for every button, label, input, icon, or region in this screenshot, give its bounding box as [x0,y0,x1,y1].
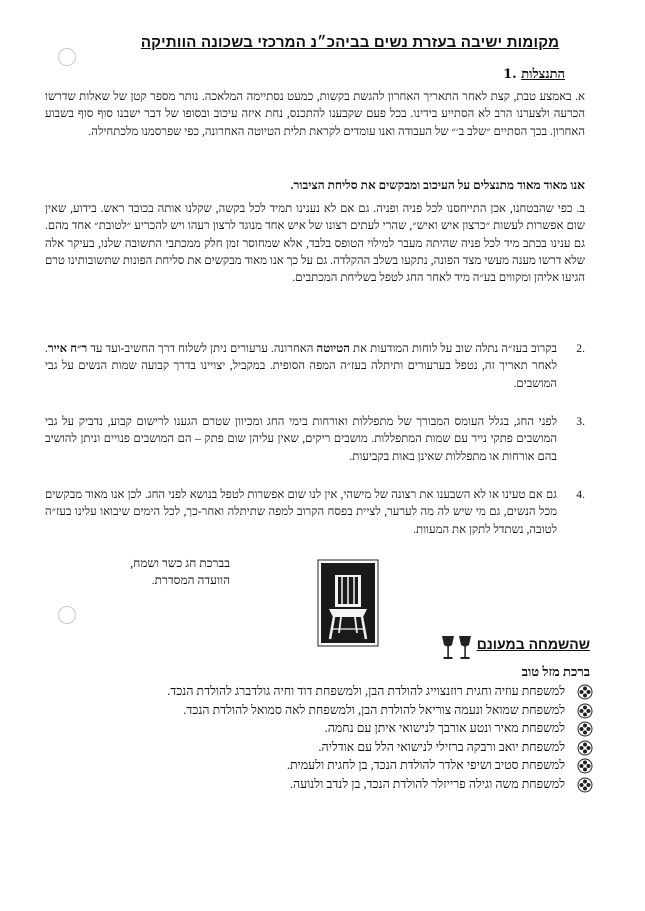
list-item [33,702,593,719]
congrats-text: למשפחת יואב ורבקה ברזילי לנישואי הלל עם אודליה. [318,739,565,754]
mazal-tov-heading: ברכת מזל טוב [521,664,590,679]
signature-line-2: הוועדה המסדרת. [151,573,230,587]
item-text-part: האחרונה. ערעורים ניתן לשלוח דרך החשיב-ועד עד [87,342,317,355]
list-item [33,757,593,774]
congrats-text: למשפחת סטיב ושיפי אלדר להולדת הנכד, בן לחגית ולעמית. [286,758,565,772]
signature-block [130,555,230,589]
numbered-item-2 [45,340,585,392]
item-number: .2 [576,342,585,355]
section-label: התנצלות [521,67,565,82]
binder-hole-top [58,48,76,66]
congrats-text: למשפחת מאיר ונטע אורבך לנישואי איתן עם נחמה. [324,721,565,735]
simcha-heading: שהשמחה במעונם [476,636,590,652]
flower-bullet-icon [577,777,593,793]
congrats-text: למשפחת שמואל ונעמה צוריאל להולדת הבן, ולמשפחת לאה סמואל להולדת הנכד. [183,702,565,717]
apology-statement: אנו מאוד מאוד מתנצלים על העיכוב ומבקשים את סליחת הציבור. [290,178,585,192]
flower-bullet-icon [577,758,593,774]
list-item [33,720,593,737]
item-emphasis-date: ר״ח אייר [47,342,88,355]
item-text-part: . לאחר תאריך זה, נטפל בערעורים ותיתלה בעז״ה המפה הסופית. במקביל, יצויינו בדרך קבועה שמות הנשים על גבי המושבים. [45,342,557,390]
flower-bullet-icon [577,684,593,700]
chair-illustration [317,555,379,650]
item-text: לפני החג, בגלל העומס המבורך של מתפללות ואורחות בימי החג ומכיוון שטרם הגענו לרישום קבוע, נדביק על גבי המושבים פתקי נייר עם שמות המתפללות. מושבים ריקים, שאין עליהן שום פתק – הם המושבים פנויים וניתן להושיב בהם אורחות או מתפללות שאינן באות בקביעות. [45,415,557,463]
flower-bullet-icon [577,721,593,737]
list-item [33,739,593,756]
item-emphasis-draft: הטיוטה [316,342,350,355]
congrats-text: למשפחת משה וגילה פרייזלר להולדת הנכד, בן לנדב ולנועה. [289,776,565,791]
signature-line-1: בברכת חג כשר ושמח, [130,556,230,570]
flower-bullet-icon [577,740,593,756]
list-item [33,683,593,700]
congratulations-list [33,683,593,794]
item-text-part: בקרוב בעז״ה נתלה שוב על לוחות המודעות את [349,342,557,355]
paragraph-a: א. באמצע טבת, קצת לאחר התאריך האחרון להגשת בקשות, כמעט נסתיימה המלאכה. נותר מספר קטן של שאלות שדרשו הכרעה ולצערנו הרב לא הסתייע בידינו. בכל פעם שקבענו להתכנס, נחת איזה עיכוב ובסופו של דבר ישבנו סוף סוף בשבוע האחרון. בכך הסתיים ״שלב ב׳״ של העבודה ואנו עומדים לקראת תלית הטיוטה האחרונה, כפי שפרסמנו מלכתחילה. [45,90,585,138]
section-heading-apology [493,66,565,82]
numbered-item-4 [45,486,585,538]
item-text: גם אם טעינו או לא השבענו את רצונה של מישהי, אין לנו שום אפשרות לטפל בנושא לפני החג. לכן אנו מאוד מבקשים מכל הנשים, גם מי שיש לה מה לערער, לציית בפסח הקרוב למפה שתיתלה ואחר-כך, לכל הימים שיבואו עלינו בעז״ה לטובה, נשתדל לתקן את המעוות. [45,488,557,536]
flower-bullet-icon [577,703,593,719]
list-item [33,776,593,793]
paragraph-b: ב. כפי שהבטחנו, אכן התייחסנו לכל פניה ופניה. גם אם לא נענינו תמיד לכל בקשה, שקלנו אותה בכובד ראש. בידוע, שאין שום אפשרות לעשות ״כרצון איש ואיש״, שהרי לעתים רצונו של איש אחד מנוגד לרצון רעהו ויש להכריע ״לטובת״ אחד מהם. גם ענינו בכתב מיד לכל פניה שהיתה מעבר למילוי הטופס בלבד, אלא שמחוסר זמן חלק ממכתבי התשובה שלנו, בעיקר אלה שלא דרשו מענה מעשי מצד הפונה, נתקעו בשלב ההקלדה. גם על כך אנו מאוד מבקשים את סליחת הפונות שתשובותינו טרם הגיעו אליהן ומקווים בע״ה מיד לאחר החג לטפל בשליחת המכתבים. [45,202,585,285]
wine-cups-icon [440,634,474,664]
page-title: מקומות ישיבה בעזרת נשים בביהכ״נ המרכזי בשכונה הוותיקה [140,34,560,51]
section-number: .1 [503,67,517,82]
item-number: .3 [576,415,585,428]
item-text [45,340,557,392]
binder-hole-bottom [58,606,76,624]
item-number: .4 [576,488,585,501]
congrats-text: למשפחת עוזיה וחגית רוזנצוייג להולדת הבן, ולמשפחת דוד וחיה גולדברג להולדת הנכד. [167,684,565,698]
numbered-item-3 [45,413,585,465]
